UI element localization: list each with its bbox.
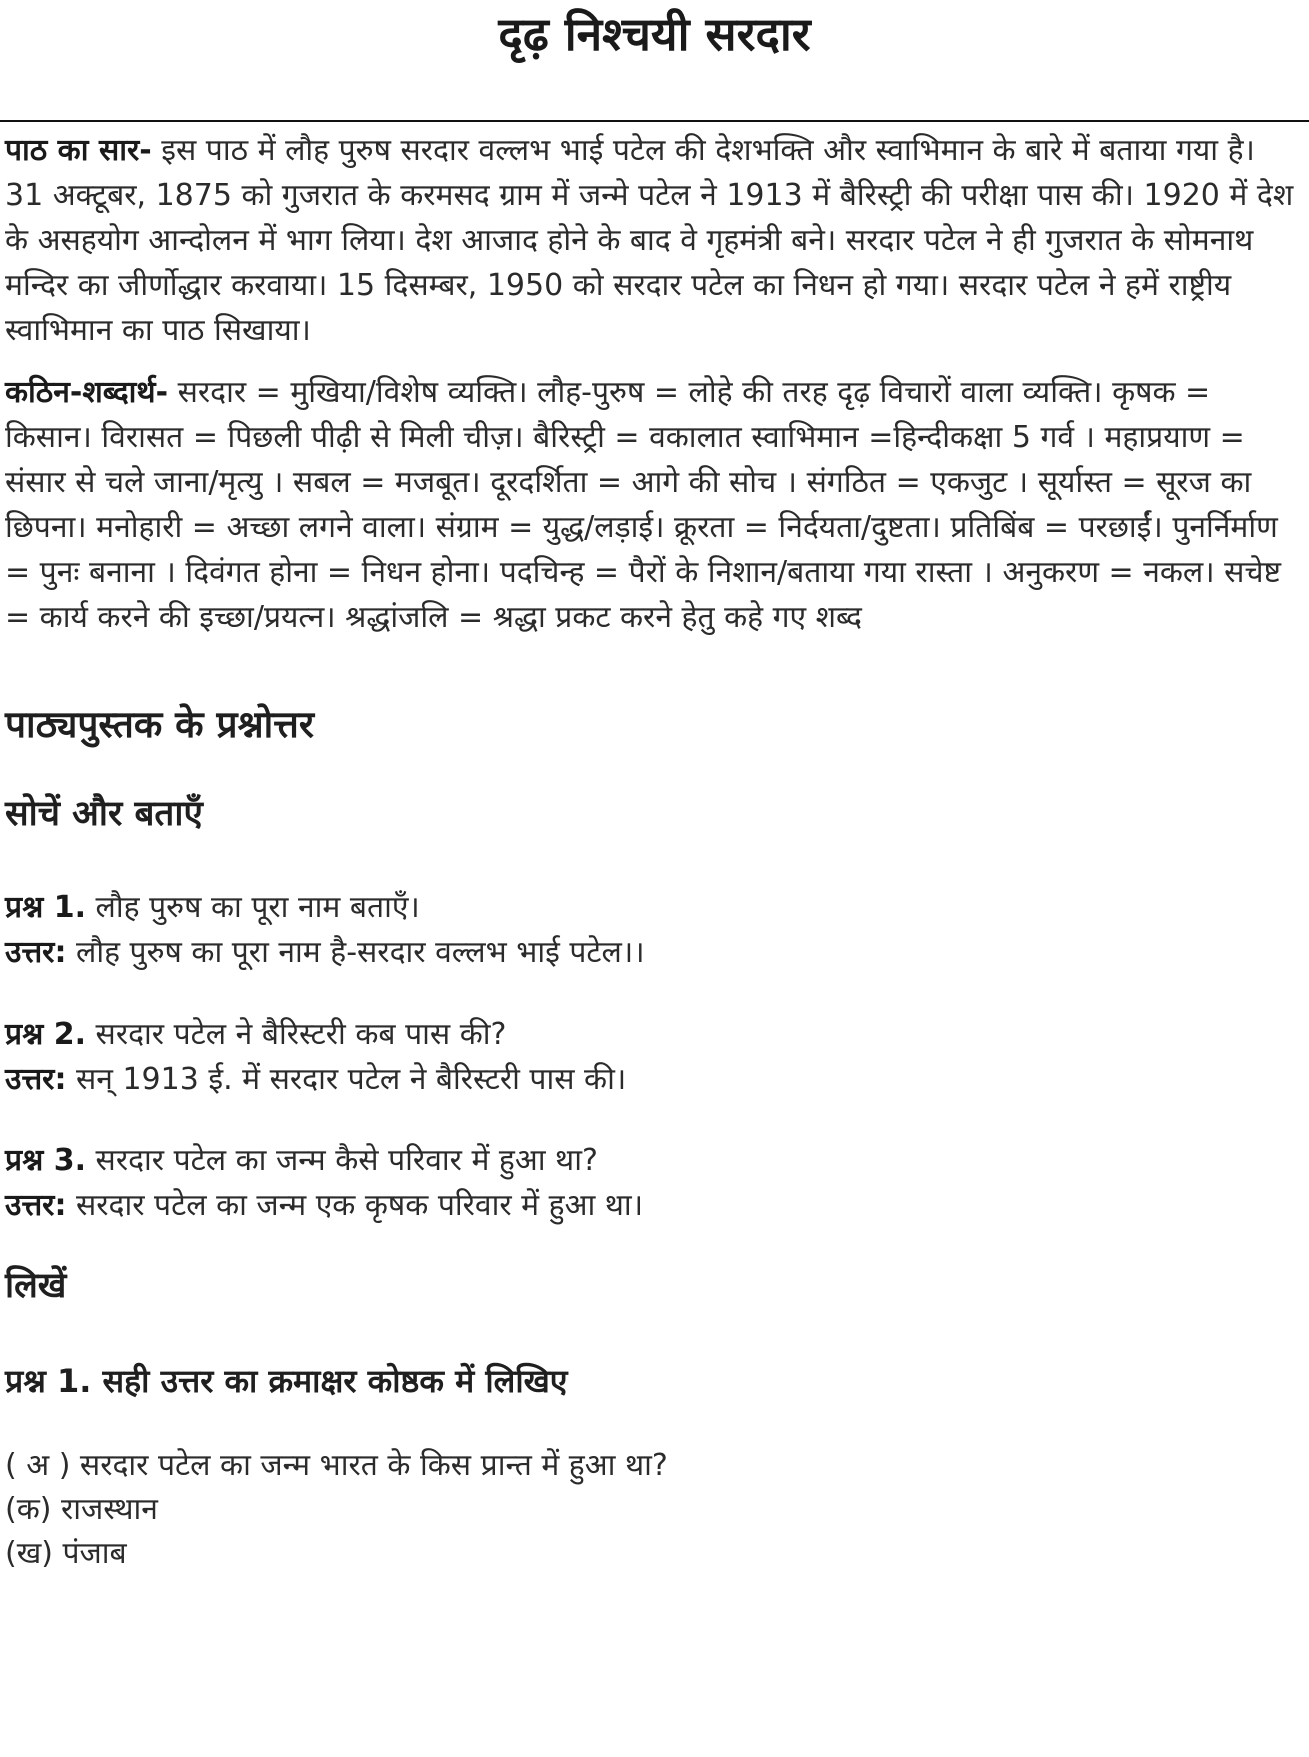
question-line <box>5 1138 1295 1183</box>
answer-line <box>5 1183 1295 1228</box>
summary-text: इस पाठ में लौह पुरुष सरदार वल्लभ भाई पटेल की देशभक्ति और स्वाभिमान के बारे में बताया गया है। 31 अक्टूबर, 1875 को गुजरात के करमसद ग्राम में जन्मे पटेल ने 1913 में बैरिस्ट्री की परीक्षा पास की। 1920 में देश के असहयोग आन्दोलन में भाग लिया। देश आजाद होने के बाद वे गृहमंत्री बने। सरदार पटेल ने ही गुजरात के सोमनाथ मन्दिर का जीर्णोद्धार करवाया। 15 दिसम्बर, 1950 को सरदार पटेल का निधन हो गया। सरदार पटेल ने हमें राष्ट्रीय स्वाभिमान का पाठ सिखाया। <box>5 133 1294 348</box>
qa-block-1 <box>5 885 1295 975</box>
question-label: प्रश्न 1. <box>5 890 86 925</box>
qa-block-2 <box>5 1012 1295 1102</box>
glossary-text: सरदार = मुखिया/विशेष व्यक्ति। लौह-पुरुष = लोहे की तरह दृढ़ विचारों वाला व्यक्ति। कृषक = किसान। विरासत = पिछली पीढ़ी से मिली चीज़। बैरिस्ट्री = वकालात स्वाभिमान =हिन्दीकक्षा 5 गर्व । महाप्रयाण = संसार से चले जाना/मृत्यु । सबल = मजबूत। दूरदर्शिता = आगे की सोच । संगठित = एकजुट । सूर्यास्त = सूरज का छिपना। मनोहारी = अच्छा लगने वाला। संग्राम = युद्ध/लड़ाई। क्रूरता = निर्दयता/दुष्टता। प्रतिबिंब = परछाईं। पुनर्निर्माण = पुनः बनाना । दिवंगत होना = निधन होना। पदचिन्ह = पैरों के निशान/बताया गया रास्ता । अनुकरण = नकल। सचेष्ट = कार्य करने की इच्छा/प्रयत्न। श्रद्धांजलि = श्रद्धा प्रकट करने हेतु कहे गए शब्द <box>5 375 1282 635</box>
answer-line <box>5 930 1295 975</box>
answer-text: सरदार पटेल का जन्म एक कृषक परिवार में हुआ था। <box>75 1188 644 1223</box>
summary-label: पाठ का सार- <box>5 133 152 168</box>
question-text: लौह पुरुष का पूरा नाम बताएँ। <box>95 890 420 925</box>
answer-text: लौह पुरुष का पूरा नाम है-सरदार वल्लभ भाई पटेल।। <box>75 935 645 970</box>
write-question-heading: प्रश्न 1. सही उत्तर का क्रमाक्षर कोष्ठक में लिखिए <box>5 1362 568 1400</box>
mcq-question: ( अ ) सरदार पटेल का जन्म भारत के किस प्रान्त में हुआ था? <box>5 1448 668 1483</box>
mcq-block <box>5 1444 668 1576</box>
question-label: प्रश्न 2. <box>5 1017 86 1052</box>
question-text: सरदार पटेल का जन्म कैसे परिवार में हुआ था? <box>95 1143 598 1178</box>
question-line <box>5 1012 1295 1057</box>
answer-label: उत्तर: <box>5 1188 67 1223</box>
summary-paragraph <box>5 128 1295 353</box>
answer-text: सन् 1913 ई. में सरदार पटेल ने बैरिस्टरी पास की। <box>75 1062 627 1097</box>
section-heading-textbook: पाठ्यपुस्तक के प्रश्नोत्तर <box>5 703 314 746</box>
title-divider <box>0 120 1309 122</box>
mcq-option: (क) राजस्थान <box>5 1492 158 1527</box>
section-heading-write: लिखें <box>5 1266 67 1306</box>
glossary-paragraph <box>5 370 1295 640</box>
mcq-option: (ख) पंजाब <box>5 1536 127 1571</box>
qa-block-3 <box>5 1138 1295 1228</box>
page-title: दृढ़ निश्चयी सरदार <box>498 7 811 61</box>
glossary-label: कठिन-शब्दार्थ- <box>5 375 169 410</box>
question-line <box>5 885 1295 930</box>
section-heading-think: सोचें और बताएँ <box>5 794 203 834</box>
answer-label: उत्तर: <box>5 1062 67 1097</box>
question-label: प्रश्न 3. <box>5 1143 86 1178</box>
question-text: सरदार पटेल ने बैरिस्टरी कब पास की? <box>95 1017 507 1052</box>
answer-label: उत्तर: <box>5 935 67 970</box>
answer-line <box>5 1057 1295 1102</box>
